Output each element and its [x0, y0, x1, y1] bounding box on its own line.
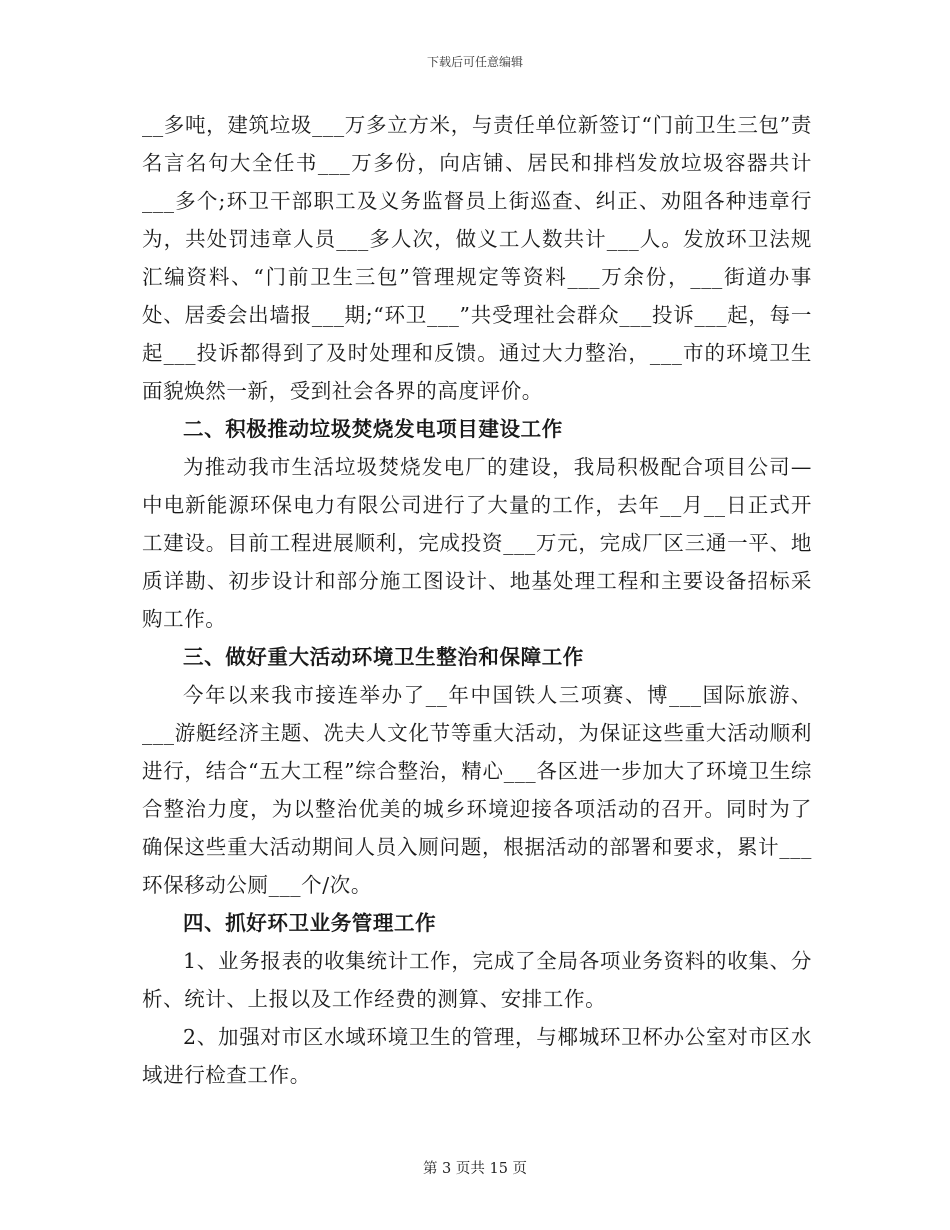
paragraph-item-2: 2、加强对市区水域环境卫生的管理，与椰城环卫杯办公室对市区水域进行检查工作。 [142, 1025, 812, 1087]
paragraph-summary: __多吨，建筑垃圾___万多立方米，与责任单位新签订“门前卫生三包”责名言名句大全任书___万多份，向店铺、居民和排档发放垃圾容器共计___多个;环卫干部职工及义务监督员上街巡查、纠正、劝阻各种违章行为，共处罚违章人员___多人次，做义工人数共计___人。发放环卫法规汇编资料、“门前卫生三包”管理规定等资料___万余份，___街道办事处、居委会出墙报___期;“环卫___”共受理社会群众___投诉___起，每一起___投诉都得到了及时处理和反馈。通过大力整治，___市的环境卫生面貌焕然一新，受到社会各界的高度评价。 [142, 113, 812, 403]
paragraph-events: 今年以来我市接连举办了__年中国铁人三项赛、博___国际旅游、___游艇经济主题、冼夫人文化节等重大活动，为保证这些重大活动顺利进行，结合“五大工程”综合整治，精心___各区进一步加大了环境卫生综合整治力度，为以整治优美的城乡环境迎接各项活动的召开。同时为了确保这些重大活动期间人员入厕问题，根据活动的部署和要求，累计___环保移动公厕___个/次。 [142, 683, 812, 897]
document-body [142, 106, 812, 1094]
page-header: 下载后可任意编辑 [426, 55, 523, 69]
section-heading-4: 四、抓好环卫业务管理工作 [183, 911, 437, 935]
paragraph-item-1: 1、业务报表的收集统计工作，完成了全局各项业务资料的收集、分析、统计、上报以及工作经费的测算、安排工作。 [142, 949, 812, 1011]
paragraph-incineration: 为推动我市生活垃圾焚烧发电厂的建设，我局积极配合项目公司—中电新能源环保电力有限公司进行了大量的工作，去年__月__日正式开工建设。目前工程进展顺利，完成投资___万元，完成厂区三通一平、地质详勘、初步设计和部分施工图设计、地基处理工程和主要设备招标采购工作。 [142, 455, 812, 631]
section-heading-3: 三、做好重大活动环境卫生整治和保障工作 [183, 645, 584, 669]
section-heading-2: 二、积极推动垃圾焚烧发电项目建设工作 [183, 417, 563, 441]
page-footer: 第 3 页共 15 页 [422, 1161, 528, 1177]
